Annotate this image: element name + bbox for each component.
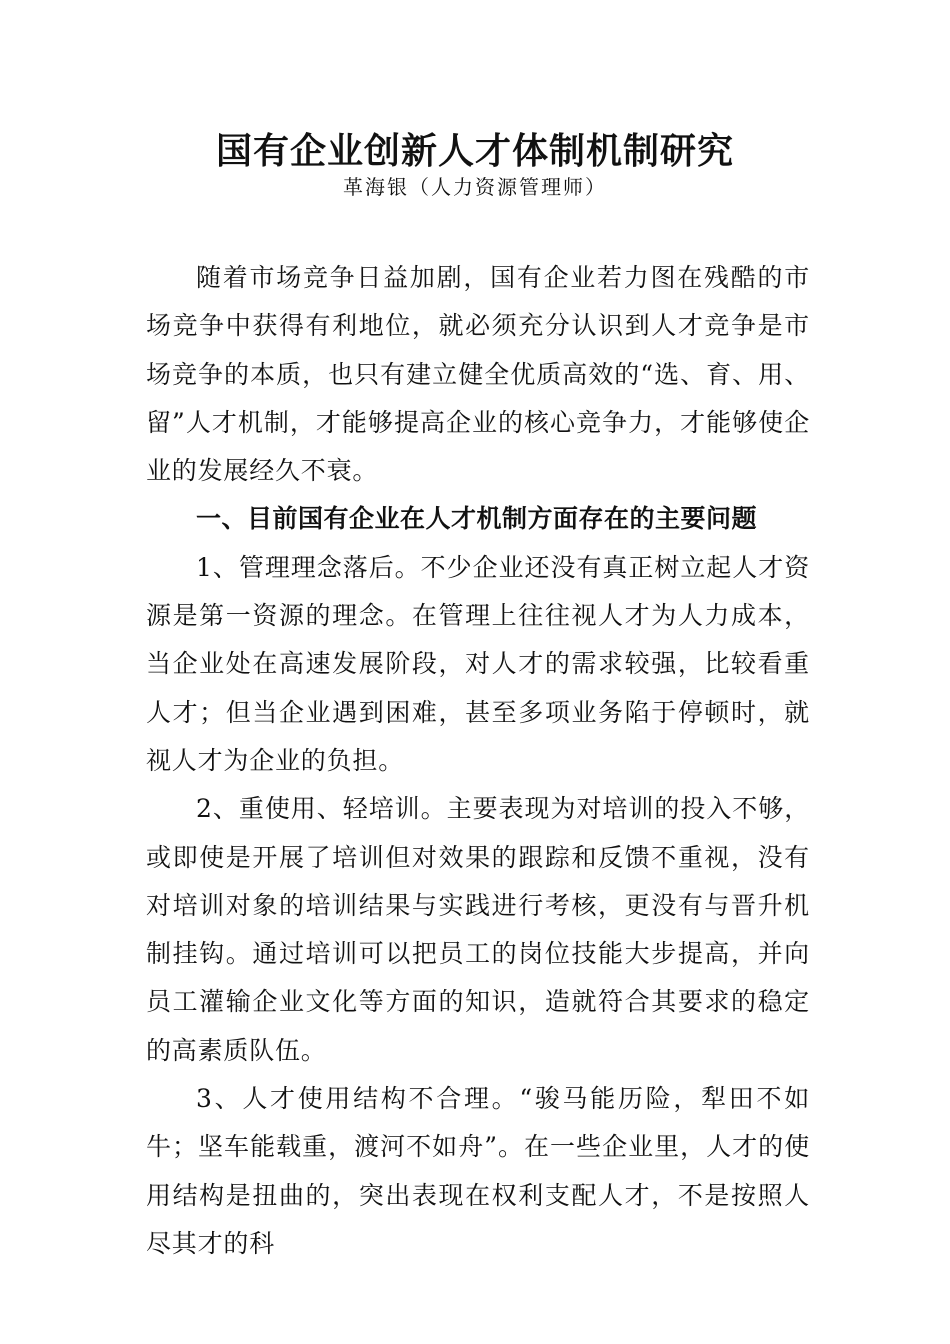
document-title: 国有企业创新人才体制机制研究 (215, 131, 734, 172)
document-body (146, 254, 810, 1268)
item-paragraph-3: 3、人才使用结构不合理。“骏马能历险，犁田不如牛；坚车能载重，渡河不如舟”。在一些企业里，人才的使用结构是扭曲的，突出表现在权利支配人才，不是按照人尽其才的科 (146, 1084, 810, 1258)
item-paragraph-1: 1、管理理念落后。不少企业还没有真正树立起人才资源是第一资源的理念。在管理上往往视人才为人力成本，当企业处在高速发展阶段，对人才的需求较强，比较看重人才；但当企业遇到困难，甚至多项业务陷于停顿时，就视人才为企业的负担。 (146, 552, 810, 775)
item-paragraph-2: 2、重使用、轻培训。主要表现为对培训的投入不够，或即使是开展了培训但对效果的跟踪和反馈不重视，没有对培训对象的培训结果与实践进行考核，更没有与晋升机制挂钩。通过培训可以把员工的岗位技能大步提高，并向员工灌输企业文化等方面的知识，造就符合其要求的稳定的高素质队伍。 (146, 794, 810, 1065)
document-author: 革海银（人力资源管理师） (343, 175, 607, 199)
section-heading: 一、目前国有企业在人才机制方面存在的主要问题 (196, 504, 758, 534)
intro-paragraph: 随着市场竞争日益加剧，国有企业若力图在残酷的市场竞争中获得有利地位，就必须充分认识到人才竞争是市场竞争的本质，也只有建立健全优质高效的“选、育、用、留”人才机制，才能够提高企业的核心竞争力，才能够使企业的发展经久不衰。 (146, 263, 810, 486)
